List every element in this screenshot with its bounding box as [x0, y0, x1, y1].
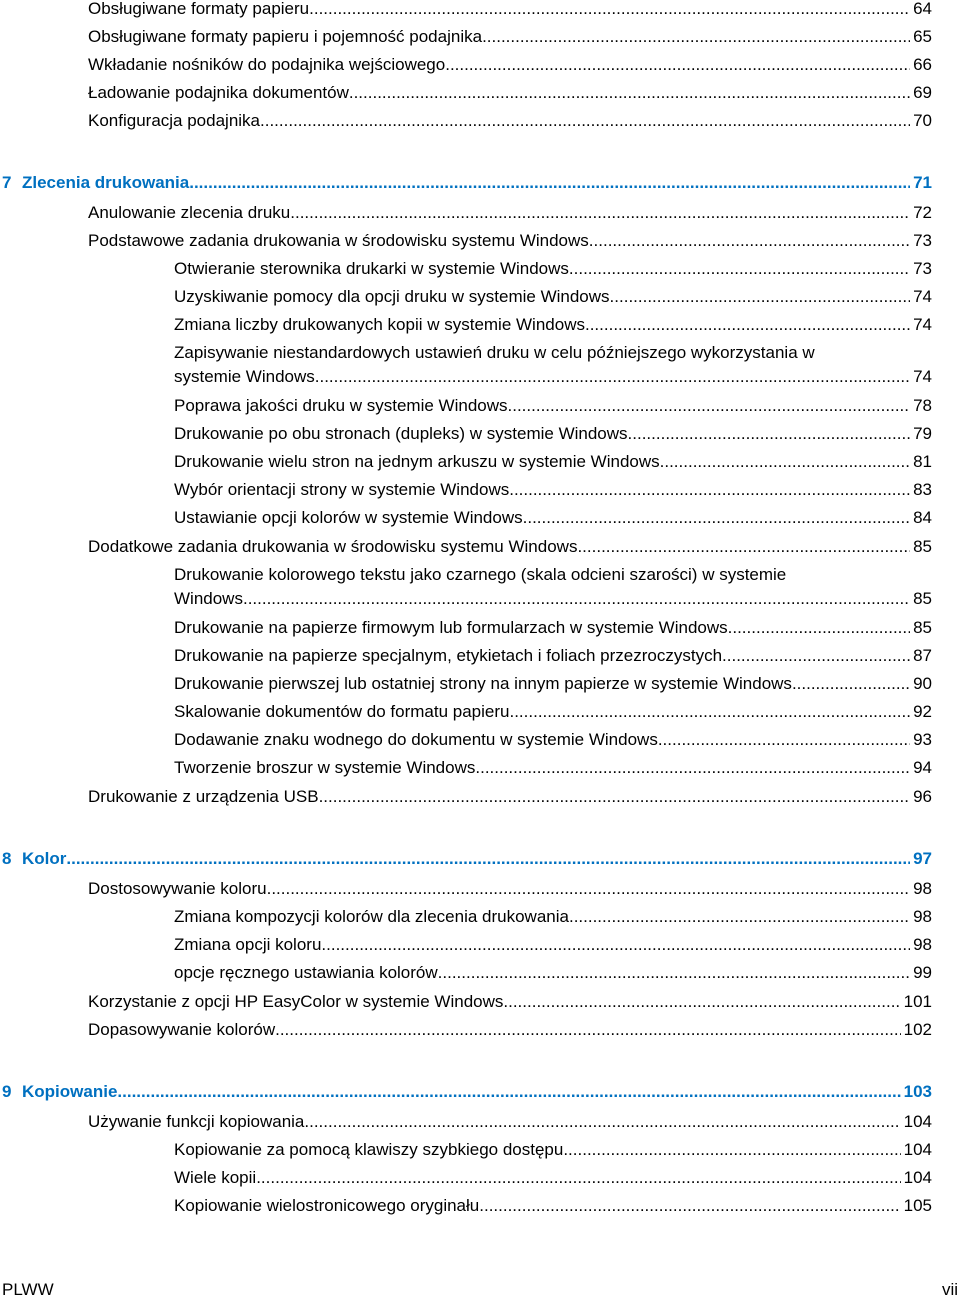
toc-entry[interactable] [174, 728, 932, 752]
dot-leader [117, 1080, 900, 1104]
dot-leader [267, 877, 910, 901]
toc-chapter-title [2, 1080, 117, 1104]
dot-leader [475, 756, 910, 780]
toc-entry-page: 65 [913, 27, 932, 46]
toc-entry[interactable] [88, 53, 932, 77]
toc-entry[interactable] [174, 1166, 932, 1190]
toc-entry-title: opcje ręcznego ustawiania kolorów [174, 963, 438, 982]
toc-entry-page: 87 [913, 646, 932, 665]
dot-leader [523, 506, 910, 530]
toc-entry-title: Poprawa jakości druku w systemie Windows [174, 396, 508, 415]
toc-chapter[interactable] [2, 847, 932, 871]
dot-leader [569, 905, 910, 929]
toc-entry[interactable] [88, 877, 932, 901]
dot-leader [728, 616, 910, 640]
toc-entry[interactable] [88, 535, 932, 559]
toc-entry-title: Dodawanie znaku wodnego do dokumentu w systemie Windows [174, 730, 658, 749]
toc-entry-page: 85 [913, 618, 932, 637]
toc-entry-title: Korzystanie z opcji HP EasyColor w systemie Windows [88, 992, 504, 1011]
toc-entry-title: Ustawianie opcji kolorów w systemie Windows [174, 508, 523, 527]
toc-entry-page: 85 [913, 537, 932, 556]
toc-entry-title: Zmiana opcji koloru [174, 935, 322, 954]
toc-entry-title: Kopiowanie wielostronicowego oryginału [174, 1196, 480, 1215]
chapter-number: 8 [2, 849, 12, 868]
chapter-title: Zlecenia drukowania [22, 173, 190, 192]
toc-entry[interactable] [174, 756, 932, 780]
dot-leader [792, 672, 910, 696]
toc-entry-page: 98 [913, 935, 932, 954]
toc-entry-title: Ładowanie podajnika dokumentów [88, 83, 349, 102]
toc-entry-title-continued: Windows [174, 589, 243, 608]
toc-entry-title: Skalowanie dokumentów do formatu papieru [174, 702, 510, 721]
toc-entry-title: Kopiowanie za pomocą klawiszy szybkiego dostępu [174, 1140, 564, 1159]
footer-left-label: PLWW [2, 1280, 54, 1299]
toc-entry-title: Dodatkowe zadania drukowania w środowisku systemu Windows [88, 537, 578, 556]
dot-leader [260, 109, 910, 133]
toc-chapter-page: 103 [903, 1082, 932, 1101]
toc-entry-page: 66 [913, 55, 932, 74]
chapter-number: 9 [2, 1082, 12, 1101]
toc-entry-title: Dopasowywanie kolorów [88, 1020, 276, 1039]
toc-entry-page: 79 [913, 424, 932, 443]
toc-entry-title: Dostosowywanie koloru [88, 879, 267, 898]
toc-entry-title: Drukowanie po obu stronach (dupleks) w systemie Windows [174, 424, 628, 443]
toc-entry-page: 74 [913, 367, 932, 386]
toc-entry-title: Wkładanie nośników do podajnika wejściowego [88, 55, 446, 74]
toc-entry-title: Drukowanie pierwszej lub ostatniej strony na innym papierze w systemie Windows [174, 674, 792, 693]
toc-entry-page: 83 [913, 480, 932, 499]
toc-entry[interactable] [174, 933, 932, 957]
dot-leader [589, 229, 910, 253]
toc-entry-page: 102 [903, 1020, 932, 1039]
toc-entry-page: 73 [913, 231, 932, 250]
dot-leader [319, 785, 911, 809]
toc-entry-title: Wybór orientacji strony w systemie Windows [174, 480, 510, 499]
toc-entry-title: Zmiana kompozycji kolorów dla zlecenia drukowania [174, 907, 569, 926]
footer-page-number: vii [941, 1280, 958, 1299]
toc-entry-page: 74 [913, 315, 932, 334]
toc-entry-title: Uzyskiwanie pomocy dla opcji druku w systemie Windows [174, 287, 610, 306]
chapter-number: 7 [2, 173, 12, 192]
dot-leader [508, 394, 911, 418]
toc-entry-page: 78 [913, 396, 932, 415]
chapter-title: Kolor [22, 849, 67, 868]
toc-entry[interactable] [88, 1018, 932, 1042]
toc-entry[interactable] [174, 506, 932, 530]
toc-entry[interactable] [88, 1110, 932, 1134]
toc-entry[interactable] [88, 25, 932, 49]
toc-entry[interactable] [88, 201, 932, 225]
toc-entry[interactable] [88, 229, 932, 253]
toc-entry-title: Obsługiwane formaty papieru [88, 0, 310, 18]
toc-entry-title-continued: systemie Windows [174, 367, 315, 386]
toc-entry[interactable] [174, 341, 932, 389]
toc-entry-page: 85 [913, 589, 932, 608]
dot-leader [321, 933, 910, 957]
toc-entry-page: 90 [913, 674, 932, 693]
toc-chapter[interactable] [2, 171, 932, 195]
toc-entry-page: 98 [913, 907, 932, 926]
dot-leader [290, 201, 910, 225]
toc-entry-title: Wiele kopii [174, 1168, 257, 1187]
dot-leader [660, 450, 910, 474]
toc-entry[interactable] [174, 478, 932, 502]
toc-entry[interactable] [88, 0, 932, 21]
toc-chapter-title [2, 847, 66, 871]
toc-entry-title: Drukowanie z urządzenia USB [88, 787, 319, 806]
toc-entry-title: Zapisywanie niestandardowych ustawień druku w celu późniejszego wykorzystania w [174, 343, 815, 362]
toc-chapter-title [2, 171, 189, 195]
toc-entry[interactable] [174, 313, 932, 337]
dot-leader [658, 728, 910, 752]
dot-leader [610, 285, 911, 309]
toc-entry-page: 93 [913, 730, 932, 749]
dot-leader [256, 1166, 900, 1190]
toc-entry-page: 73 [913, 259, 932, 278]
toc-entry[interactable] [174, 616, 932, 640]
toc-entry[interactable] [174, 450, 932, 474]
toc-entry[interactable] [174, 422, 932, 446]
toc-entry-title: Otwieranie sterownika drukarki w systemie Windows [174, 259, 569, 278]
dot-leader [275, 1018, 901, 1042]
toc-entry[interactable] [88, 109, 932, 133]
chapter-title: Kopiowanie [22, 1082, 118, 1101]
toc-entry-page: 70 [913, 111, 932, 130]
dot-leader [189, 171, 910, 195]
toc-entry-title: Obsługiwane formaty papieru i pojemność podajnika [88, 27, 483, 46]
dot-leader [349, 81, 910, 105]
toc-entry-title: Drukowanie na papierze specjalnym, etykietach i foliach przezroczystych [174, 646, 723, 665]
toc-entry[interactable] [174, 257, 932, 281]
toc-entry-page: 64 [913, 0, 932, 18]
dot-leader [445, 53, 910, 77]
toc-entry[interactable] [88, 81, 932, 105]
dot-leader [309, 0, 910, 21]
dot-leader [315, 365, 910, 389]
toc-entry-title: Drukowanie na papierze firmowym lub formularzach w systemie Windows [174, 618, 728, 637]
dot-leader [509, 478, 910, 502]
toc-entry-page: 81 [913, 452, 932, 471]
toc-entry-page: 104 [903, 1168, 932, 1187]
toc-chapter[interactable] [2, 1080, 932, 1104]
toc-entry-page: 98 [913, 879, 932, 898]
toc-entry[interactable] [174, 1138, 932, 1162]
toc-entry-page: 96 [913, 787, 932, 806]
toc-entry[interactable] [174, 563, 932, 611]
dot-leader [482, 25, 910, 49]
toc-entry-title: Zmiana liczby drukowanych kopii w systemie Windows [174, 315, 585, 334]
toc-entry-page: 99 [913, 963, 932, 982]
dot-leader [243, 587, 910, 611]
dot-leader [563, 1138, 900, 1162]
toc-entry-title: Konfiguracja podajnika [88, 111, 261, 130]
toc-entry[interactable] [88, 785, 932, 809]
toc-entry-title: Podstawowe zadania drukowania w środowisku systemu Windows [88, 231, 589, 250]
toc-entry-title: Używanie funkcji kopiowania [88, 1112, 305, 1131]
toc-entry-page: 94 [913, 758, 932, 777]
dot-leader [577, 535, 910, 559]
dot-leader [304, 1110, 900, 1134]
toc-entry[interactable] [174, 1194, 932, 1218]
dot-leader [569, 257, 910, 281]
toc-entry[interactable] [174, 394, 932, 418]
toc-entry-page: 84 [913, 508, 932, 527]
toc-entry-title: Tworzenie broszur w systemie Windows [174, 758, 476, 777]
toc-chapter-page: 71 [913, 173, 932, 192]
dot-leader [479, 1194, 900, 1218]
toc-entry-title: Anulowanie zlecenia druku [88, 203, 291, 222]
dot-leader [438, 961, 910, 985]
toc-entry-title: Drukowanie kolorowego tekstu jako czarnego (skala odcieni szarości) w systemie [174, 565, 787, 584]
toc-entry-page: 92 [913, 702, 932, 721]
dot-leader [503, 990, 900, 1014]
dot-leader [628, 422, 911, 446]
dot-leader [722, 644, 910, 668]
toc-entry[interactable] [174, 961, 932, 985]
toc-entry-page: 74 [913, 287, 932, 306]
toc-entry[interactable] [174, 644, 932, 668]
toc-entry-title: Drukowanie wielu stron na jednym arkuszu w systemie Windows [174, 452, 660, 471]
toc-entry[interactable] [174, 285, 932, 309]
toc-entry[interactable] [88, 990, 932, 1014]
toc-entry-page: 69 [913, 83, 932, 102]
toc-entry-page: 105 [903, 1196, 932, 1215]
toc-entry-page: 101 [903, 992, 932, 1011]
toc-entry-page: 104 [903, 1140, 932, 1159]
toc-entry-page: 104 [903, 1112, 932, 1131]
toc-entry[interactable] [174, 700, 932, 724]
toc-entry[interactable] [174, 672, 932, 696]
toc-entry[interactable] [174, 905, 932, 929]
dot-leader [585, 313, 910, 337]
dot-leader [509, 700, 910, 724]
toc-entry-page: 72 [913, 203, 932, 222]
dot-leader [66, 847, 910, 871]
toc-chapter-page: 97 [913, 849, 932, 868]
